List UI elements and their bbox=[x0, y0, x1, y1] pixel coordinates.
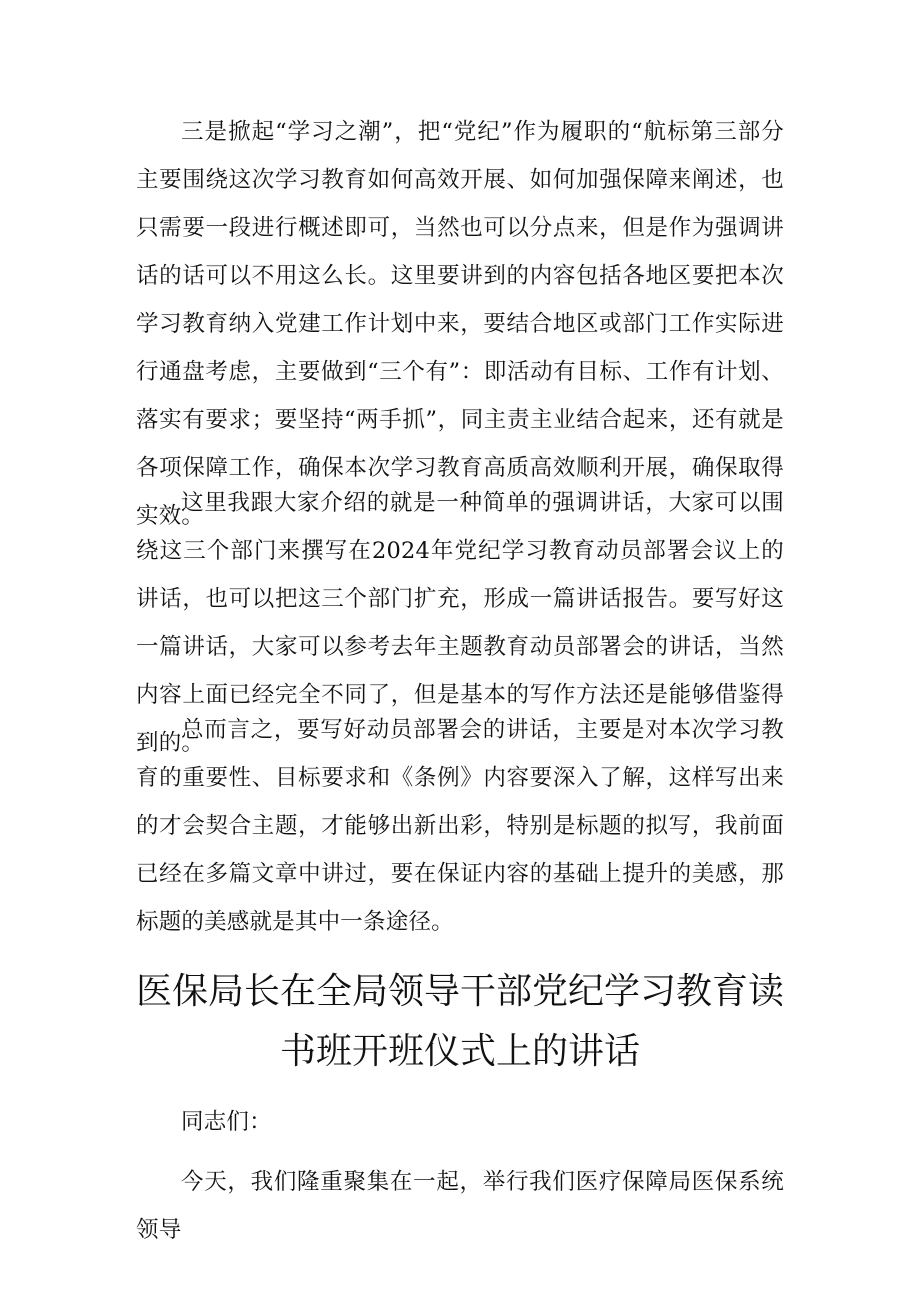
speech-greeting: 同志们： bbox=[181, 1109, 272, 1135]
speech-title: 医保局长在全局领导干部党纪学习教育读书班开班仪式上的讲话 bbox=[136, 971, 785, 1072]
speech-opening-paragraph: 今天，我们隆重聚集在一起，举行我们医疗保障局医保系统领导 bbox=[136, 1169, 784, 1243]
body-paragraph: 三是掀起“学习之潮”，把“党纪”作为履职的“航标第三部分主要围绕这次学习教育如何高效开展、如何加强保障来阐述，也只需要一段进行概述即可，当然也可以分点来，但是作为强调讲话的话可以不用这么长。这里要讲到的内容包括各地区要把本次学习教育纳入党建工作计划中来，要结合地区或部门工作实际进行通盘考虑，主要做到“三个有”：即活动有目标、工作有计划、落实有要求；要坚持“两手抓”，同主责主业结合起来，还有就是各项保障工作，确保本次学习教育高质高效顺利开展，确保取得实效。 bbox=[136, 119, 784, 529]
body-paragraph: 总而言之，要写好动员部署会的讲话，主要是对本次学习教育的重要性、目标要求和《条例》内容要深入了解，这样写出来的才会契合主题，才能够出新出彩，特别是标题的拟写，我前面已经在多篇文章中讲过，要在保证内容的基础上提升的美感，那标题的美感就是其中一条途径。 bbox=[136, 717, 784, 935]
body-paragraph: 这里我跟大家介绍的就是一种简单的强调讲话，大家可以围绕这三个部门来撰写在2024年党纪学习教育动员部署会议上的讲话，也可以把这三个部门扩充，形成一篇讲话报告。要写好这一篇讲话，大家可以参考去年主题教育动员部署会的讲话，当然内容上面已经完全不同了，但是基本的写作方法还是能够借鉴得到的。 bbox=[136, 490, 784, 756]
